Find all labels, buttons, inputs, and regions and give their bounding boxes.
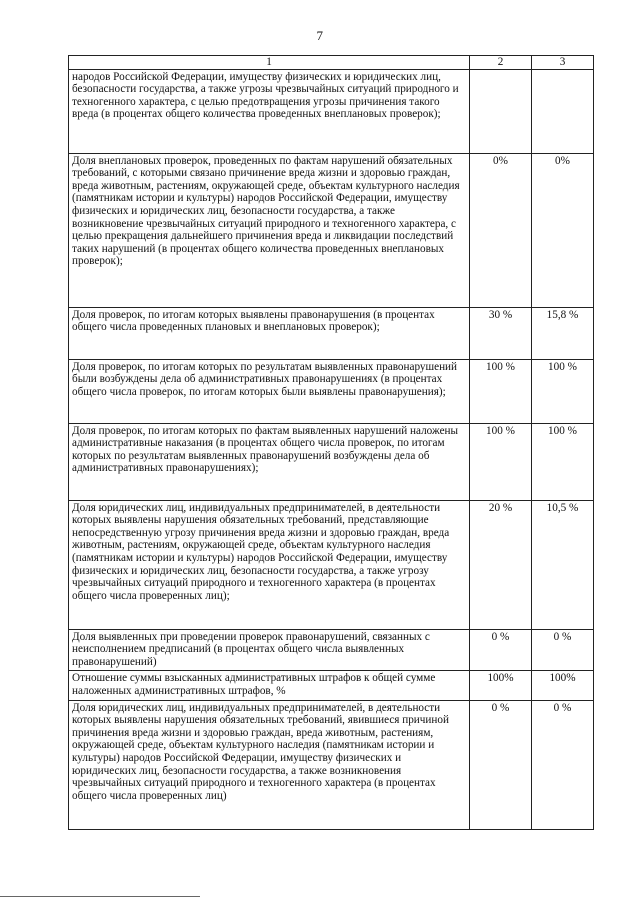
indicator-value-col3: 15,8 % <box>532 307 594 359</box>
indicator-value-col2: 0% <box>470 153 532 307</box>
indicator-value-col3: 100% <box>532 671 594 700</box>
indicator-description: Доля проверок, по итогам которых по фактам выявленных нарушений наложены административные наказания (в процентах общего числа проверок, по итогам которых по результатам выявленных правонарушений возбуждены дела об административных правонарушениях); <box>69 423 470 500</box>
table-row <box>69 629 594 671</box>
page-number: 7 <box>316 28 324 43</box>
indicator-description: народов Российской Федерации, имуществу физических и юридических лиц, безопасности государства, а также угрозы чрезвычайных ситуаций природного и техногенного характера, с целью предотвращения угрозы причинения такого вреда (в процентах общего количества проведенных внеплановых проверок); <box>69 69 470 153</box>
indicator-value-col3: 100 % <box>532 423 594 500</box>
column-header-1: 1 <box>69 56 470 70</box>
indicator-value-col2: 100 % <box>470 423 532 500</box>
indicator-description: Доля выявленных при проведении проверок правонарушений, связанных с неисполнением предписаний (в процентах общего числа выявленных правонарушений) <box>69 629 470 671</box>
indicator-value-col2: 0 % <box>470 629 532 671</box>
table-row <box>69 359 594 423</box>
indicator-value-col3: 0 % <box>532 629 594 671</box>
indicator-value-col3: 0% <box>532 153 594 307</box>
table-row <box>69 307 594 359</box>
indicator-value-col3: 10,5 % <box>532 500 594 629</box>
table-header-row <box>69 56 594 70</box>
indicator-value-col2: 20 % <box>470 500 532 629</box>
table-row <box>69 153 594 307</box>
indicator-value-col2: 30 % <box>470 307 532 359</box>
indicator-description: Доля проверок, по итогам которых выявлены правонарушения (в процентах общего числа проведенных плановых и внеплановых проверок); <box>69 307 470 359</box>
table-row <box>69 500 594 629</box>
indicator-value-col2 <box>470 69 532 153</box>
table-row <box>69 423 594 500</box>
indicator-description: Доля внеплановых проверок, проведенных по фактам нарушений обязательных требований, с которыми связано причинение вреда жизни и здоровью граждан, вреда животным, растениям, окружающей среде, объектам культурного наследия (памятникам истории и культуры) народов Российской Федерации, имуществу физических и юридических лиц, безопасности государства, а также возникновение чрезвычайных ситуаций природного и техногенного характера, с целью прекращения дальнейшего причинения вреда и ликвидации последствий таких нарушений (в процентах общего количества проведенных внеплановых проверок); <box>69 153 470 307</box>
footer-divider <box>0 896 200 897</box>
table-row <box>69 69 594 153</box>
column-header-3: 3 <box>532 56 594 70</box>
indicator-description: Доля юридических лиц, индивидуальных предпринимателей, в деятельности которых выявлены нарушения обязательных требований, представляющие непосредственную угрозу причинения вреда жизни и здоровью граждан, вреда животным, растениям, окружающей среде, объектам культурного наследия (памятникам истории и культуры) народов Российской Федерации, имуществу физических и юридических лиц, безопасности государства, а также угрозу чрезвычайных ситуаций природного и техногенного характера (в процентах общего числа проверенных лиц); <box>69 500 470 629</box>
indicators-table <box>68 55 594 830</box>
indicator-description: Доля юридических лиц, индивидуальных предпринимателей, в деятельности которых выявлены нарушения обязательных требований, явившиеся причиной причинения вреда жизни и здоровью граждан, вреда животным, растениям, окружающей среде, объектам культурного наследия (памятникам истории и культуры) народов Российской Федерации, имуществу физических и юридических лиц, безопасности государства, а также возникновения чрезвычайных ситуаций природного и техногенного характера (в процентах общего числа проверенных лиц) <box>69 700 470 829</box>
indicator-value-col2: 100% <box>470 671 532 700</box>
indicator-value-col2: 100 % <box>470 359 532 423</box>
indicator-description: Отношение суммы взысканных административных штрафов к общей сумме наложенных административных штрафов, % <box>69 671 470 700</box>
indicator-value-col3: 100 % <box>532 359 594 423</box>
column-header-2: 2 <box>470 56 532 70</box>
indicator-value-col3 <box>532 69 594 153</box>
indicator-value-col2: 0 % <box>470 700 532 829</box>
indicator-value-col3: 0 % <box>532 700 594 829</box>
table-row <box>69 700 594 829</box>
table-row <box>69 671 594 700</box>
indicator-description: Доля проверок, по итогам которых по результатам выявленных правонарушений были возбуждены дела об административных правонарушениях (в процентах общего числа проверок, по итогам которых были выявлены правонарушения); <box>69 359 470 423</box>
